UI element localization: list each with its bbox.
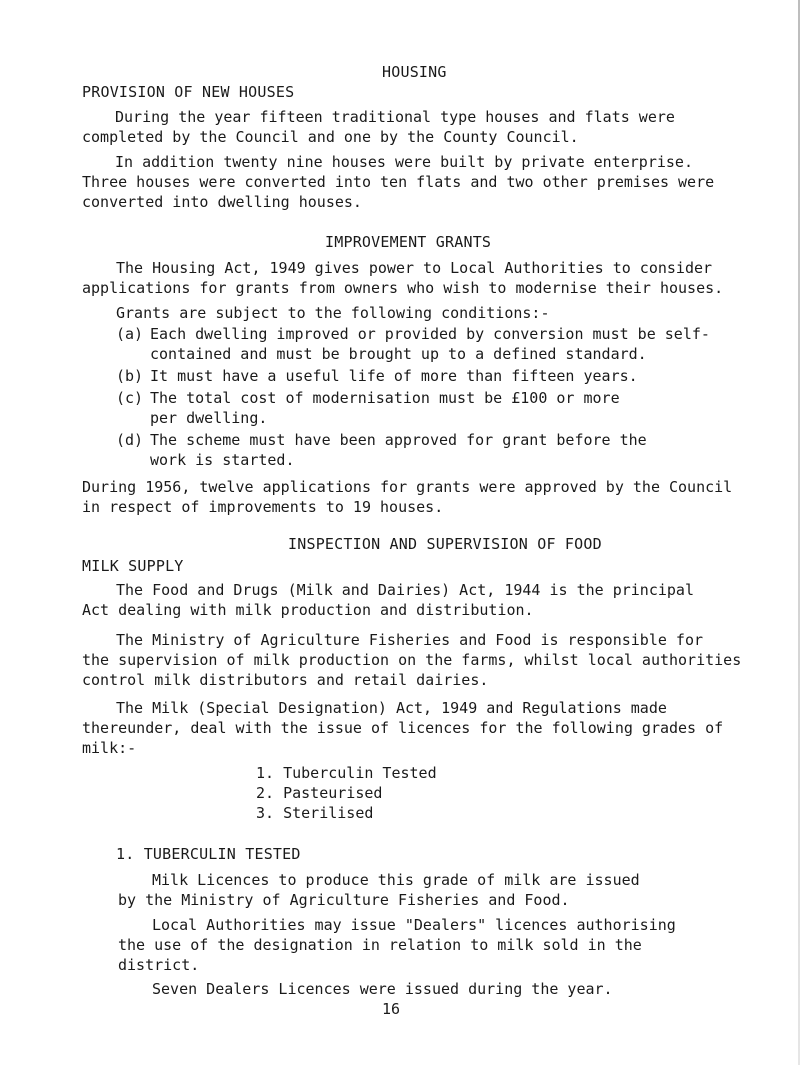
conditions-intro: Grants are subject to the following conditions:- bbox=[116, 304, 550, 322]
condition-label: (d) bbox=[116, 431, 144, 449]
condition-label: (b) bbox=[116, 367, 144, 385]
text-line: Local Authorities may issue "Dealers" licences authorising bbox=[152, 916, 676, 934]
text-line: the supervision of milk production on the farms, whilst local authorities bbox=[82, 651, 742, 669]
subheading-milk-supply: MILK SUPPLY bbox=[82, 557, 184, 575]
condition-label: (a) bbox=[116, 325, 144, 343]
text-line: thereunder, deal with the issue of licences for the following grades of bbox=[82, 719, 724, 737]
grade-item: 2. Pasteurised bbox=[256, 784, 383, 802]
text-line: milk:- bbox=[82, 739, 137, 757]
text-line: In addition twenty nine houses were built by private enterprise. bbox=[115, 153, 693, 171]
condition-text: work is started. bbox=[150, 451, 295, 469]
text-line: by the Ministry of Agriculture Fisheries and Food. bbox=[118, 891, 570, 909]
section-heading-inspection: INSPECTION AND SUPERVISION OF FOOD bbox=[288, 535, 602, 553]
paragraph-tuberculin-3: Seven Dealers Licences were issued during the year. bbox=[152, 980, 613, 998]
text-line: Milk Licences to produce this grade of milk are issued bbox=[152, 871, 640, 889]
grade-item: 1. Tuberculin Tested bbox=[256, 764, 437, 782]
text-line: The Ministry of Agriculture Fisheries and Food is responsible for bbox=[116, 631, 703, 649]
text-line: The Milk (Special Designation) Act, 1949 and Regulations made bbox=[116, 699, 667, 717]
page-number: 16 bbox=[382, 1000, 401, 1018]
condition-label: (c) bbox=[116, 389, 144, 407]
section-heading-tuberculin: 1. TUBERCULIN TESTED bbox=[116, 845, 301, 863]
section-heading-provision: PROVISION OF NEW HOUSES bbox=[82, 83, 295, 101]
condition-text: It must have a useful life of more than fifteen years. bbox=[150, 367, 638, 385]
condition-text: The total cost of modernisation must be £100 or more bbox=[150, 389, 620, 407]
page-title: HOUSING bbox=[382, 63, 447, 81]
text-line: control milk distributors and retail dairies. bbox=[82, 671, 489, 689]
section-heading-grants: IMPROVEMENT GRANTS bbox=[325, 233, 492, 251]
grade-item: 3. Sterilised bbox=[256, 804, 374, 822]
text-line: The Housing Act, 1949 gives power to Local Authorities to consider bbox=[116, 259, 713, 277]
text-line: Three houses were converted into ten flats and two other premises were bbox=[82, 173, 715, 191]
text-line: During the year fifteen traditional type houses and flats were bbox=[115, 108, 675, 126]
text-line: During 1956, twelve applications for grants were approved by the Council bbox=[82, 478, 733, 496]
text-line: the use of the designation in relation to milk sold in the bbox=[118, 936, 642, 954]
condition-text: contained and must be brought up to a defined standard. bbox=[150, 345, 647, 363]
text-line: Act dealing with milk production and distribution. bbox=[82, 601, 534, 619]
text-line: converted into dwelling houses. bbox=[82, 193, 362, 211]
text-line: applications for grants from owners who wish to modernise their houses. bbox=[82, 279, 724, 297]
text-line: completed by the Council and one by the County Council. bbox=[82, 128, 579, 146]
text-line: The Food and Drugs (Milk and Dairies) Act, 1944 is the principal bbox=[116, 581, 694, 599]
condition-text: Each dwelling improved or provided by conversion must be self- bbox=[150, 325, 710, 343]
condition-text: per dwelling. bbox=[150, 409, 268, 427]
condition-text: The scheme must have been approved for grant before the bbox=[150, 431, 647, 449]
text-line: district. bbox=[118, 956, 200, 974]
text-line: in respect of improvements to 19 houses. bbox=[82, 498, 444, 516]
